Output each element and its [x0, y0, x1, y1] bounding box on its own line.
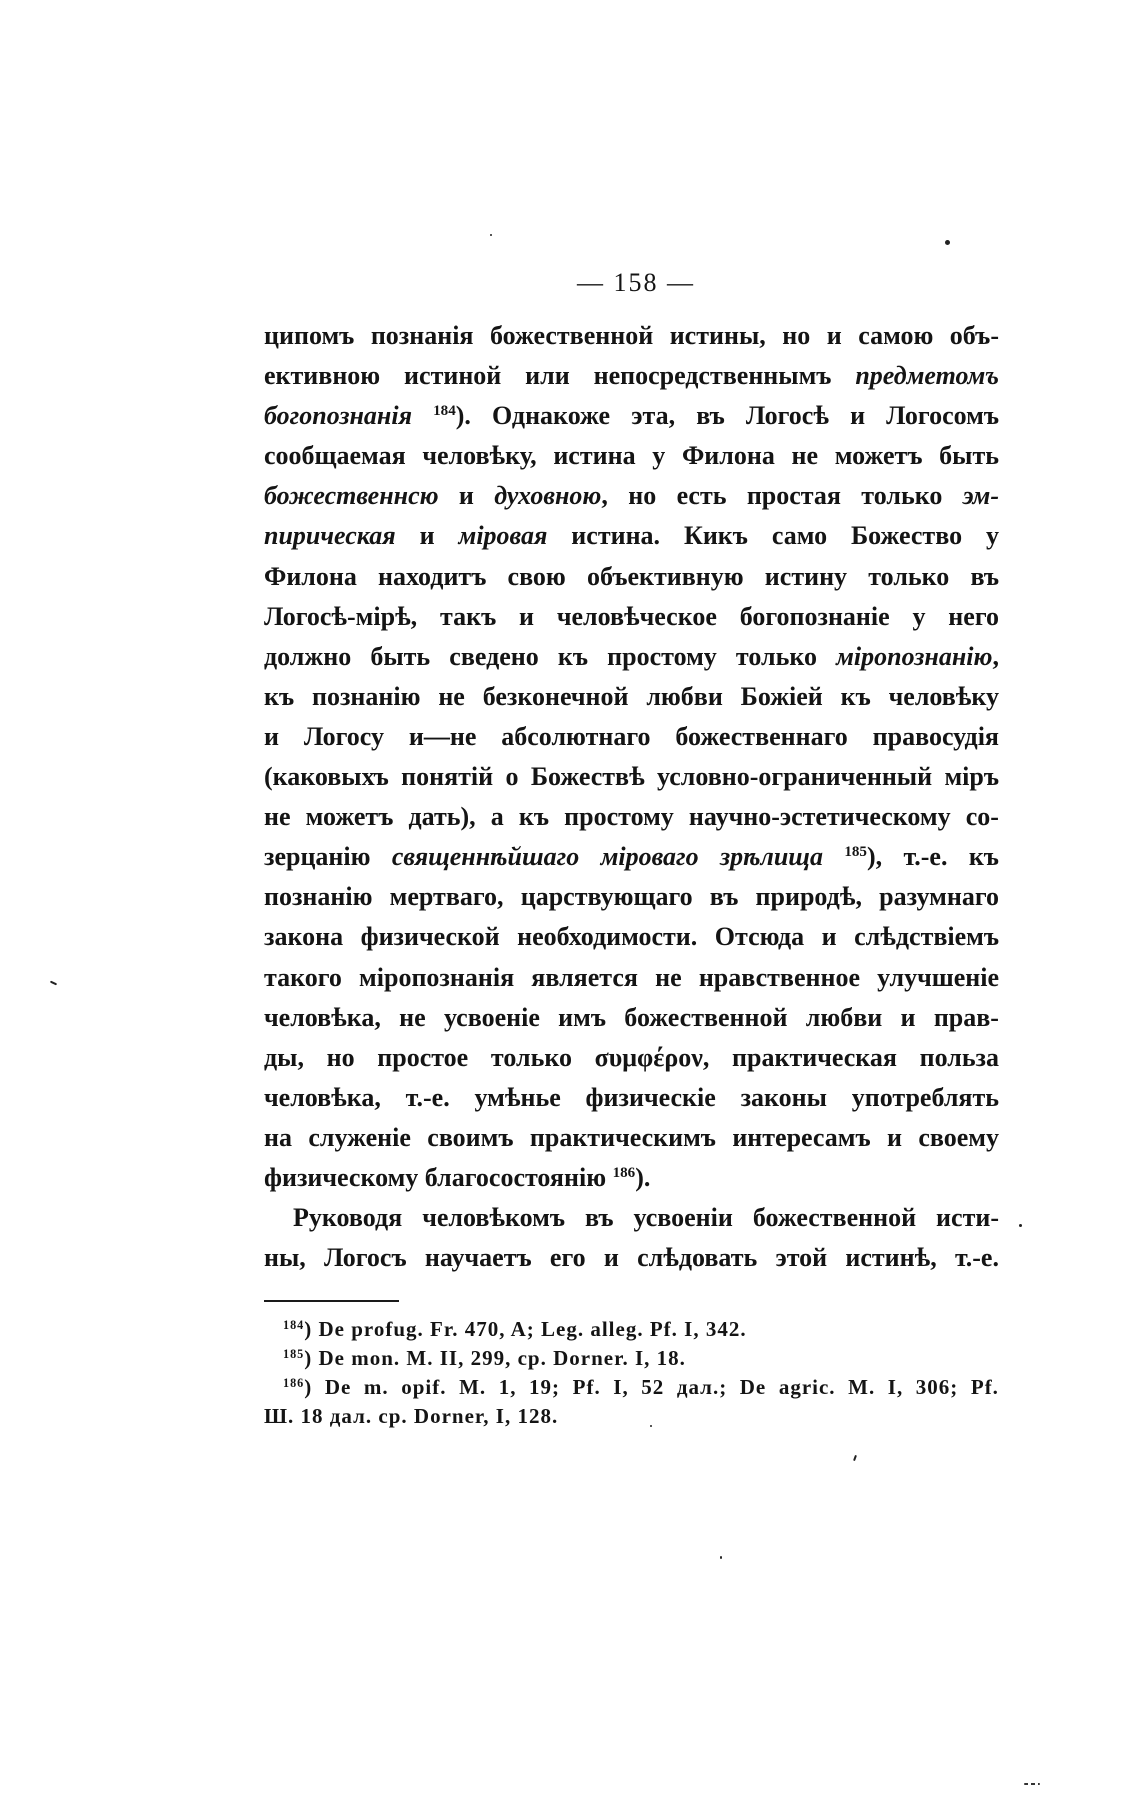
- body-line: [264, 998, 999, 1038]
- footnote-ref: 186: [612, 1164, 636, 1181]
- italic-run: духовною: [494, 481, 602, 511]
- body-line: [264, 717, 999, 757]
- scan-speck: [945, 240, 950, 245]
- text-run: такого міропознанія является не нравственное улучшеніе: [264, 962, 1000, 992]
- footnote-ref: 184: [433, 403, 456, 420]
- text-run: человѣка, не усвоеніе имъ божественной любви и прав-: [264, 1002, 999, 1032]
- text-run: ).: [635, 1162, 651, 1192]
- text-run: ципомъ познанія божественной истины, но и самою объ-: [264, 321, 999, 350]
- main-text: [264, 316, 999, 1278]
- footnote-text: Ш. 18 дал. ср. Dorner, I, 128.: [264, 1404, 559, 1428]
- scan-speck: [1024, 1783, 1040, 1785]
- text-run: ). Однакоже эта, въ Логосѣ и Логосомъ: [455, 401, 999, 431]
- paragraph: [264, 1198, 999, 1278]
- text-run: Филона находитъ свою объективную истину только въ: [264, 561, 1000, 591]
- text-run: ,: [992, 641, 999, 671]
- text-run: и Логосу и—не абсолютнаго божественнаго правосудія: [264, 721, 999, 751]
- body-line: [264, 958, 999, 998]
- body-line: [264, 557, 999, 597]
- body-line: [264, 1198, 999, 1238]
- text-run: физическому благосостоянію: [264, 1162, 613, 1192]
- italic-run: предметомъ: [855, 361, 1000, 391]
- body-line: [264, 316, 999, 356]
- scan-speck: [720, 1556, 722, 1559]
- text-run: , но есть простая только: [601, 481, 963, 511]
- body-line: [264, 637, 999, 677]
- text-run: и: [395, 521, 459, 551]
- italic-run: міровая: [458, 521, 548, 551]
- scan-speck: [650, 1425, 652, 1427]
- footnote-rule: [264, 1300, 399, 1302]
- footnote: [264, 1373, 999, 1402]
- footnote-text: ) De mon. M. II, 299, ср. Dorner. I, 18.: [304, 1346, 686, 1370]
- text-run: не можетъ дать), а къ простому научно-эстетическому со-: [264, 802, 999, 832]
- footnote-continuation: [264, 1402, 999, 1431]
- body-line: [264, 797, 999, 837]
- text-run: зерцанію: [264, 842, 392, 872]
- text-run: на служеніе своимъ практическимъ интересамъ и своему: [264, 1122, 999, 1152]
- italic-run: священнѣйшаго міроваго зрѣлища: [391, 842, 845, 872]
- footnote-ref: 185: [844, 844, 867, 861]
- footnote: [264, 1344, 999, 1373]
- text-run: и: [438, 481, 495, 511]
- body-line: [264, 597, 999, 637]
- footnote-mark: 185: [283, 1346, 305, 1361]
- footnote-text: ) De m. opif. M. 1, 19; Pf. I, 52 дал.; De agric. M. I, 306; Pf.: [304, 1375, 999, 1399]
- body-line: [264, 837, 999, 877]
- text-run: Руководя человѣкомъ въ усвоеніи божественной исти-: [293, 1203, 999, 1233]
- footnote: [264, 1315, 999, 1344]
- italic-run: божественнсю: [264, 481, 439, 511]
- body-line: [264, 476, 999, 516]
- body-line: [264, 877, 999, 917]
- italic-run: эм-: [962, 481, 999, 511]
- text-run: къ познанію не безконечной любви Божіей къ человѣку: [264, 681, 1000, 711]
- body-line: [264, 677, 999, 717]
- text-run: ды, но простое только συμφέρον, практическая польза: [264, 1042, 1000, 1072]
- text-run: человѣка, т.-е. умѣнье физическіе законы употреблять: [264, 1082, 999, 1112]
- text-run: Логосѣ-мірѣ, такъ и человѣческое богопознаніе у него: [264, 601, 999, 631]
- italic-run: богопознанія: [264, 401, 434, 431]
- text-run: истина. Кикъ само Божество у: [547, 521, 999, 551]
- body-line: [264, 1118, 999, 1158]
- footnote-mark: 184: [283, 1317, 305, 1332]
- text-run: ны, Логосъ научаетъ его и слѣдовать этой истинѣ, т.-е.: [264, 1243, 999, 1273]
- footnote-text: ) De profug. Fr. 470, A; Leg. alleg. Pf. I, 342.: [304, 1317, 747, 1341]
- scan-speck: [853, 1455, 857, 1461]
- italic-run: пирическая: [264, 521, 396, 551]
- text-run: сообщаемая человѣку, истина у Филона не можетъ быть: [264, 441, 999, 471]
- text-run: (каковыхъ понятій о Божествѣ условно-ограниченный міръ: [264, 762, 999, 792]
- body-line: [264, 396, 999, 436]
- body-line: [264, 356, 999, 396]
- text-run: должно быть сведено къ простому только: [264, 641, 837, 671]
- text-run: закона физической необходимости. Отсюда и слѣдствіемъ: [264, 922, 1000, 952]
- scan-speck: [490, 234, 492, 236]
- paragraph: [264, 316, 999, 1198]
- text-run: ективною истиной или непосредственнымъ: [264, 361, 856, 391]
- scan-speck: [50, 981, 57, 986]
- body-line: [264, 1038, 999, 1078]
- body-line: [264, 1238, 999, 1278]
- body-line: [264, 436, 999, 476]
- italic-run: міропознанію: [836, 641, 993, 671]
- page-number: — 158 —: [577, 268, 695, 297]
- footnote-mark: 186: [283, 1375, 305, 1390]
- body-line: [264, 757, 999, 797]
- scan-speck: [1019, 1224, 1022, 1227]
- body-line: [264, 1158, 999, 1198]
- body-line: [264, 1078, 999, 1118]
- body-line: [264, 516, 999, 556]
- body-line: [264, 917, 999, 957]
- footnotes: [264, 1315, 999, 1431]
- text-run: ), т.-е. къ: [866, 842, 999, 872]
- text-run: познанію мертваго, царствующаго въ природѣ, разумнаго: [264, 882, 1000, 912]
